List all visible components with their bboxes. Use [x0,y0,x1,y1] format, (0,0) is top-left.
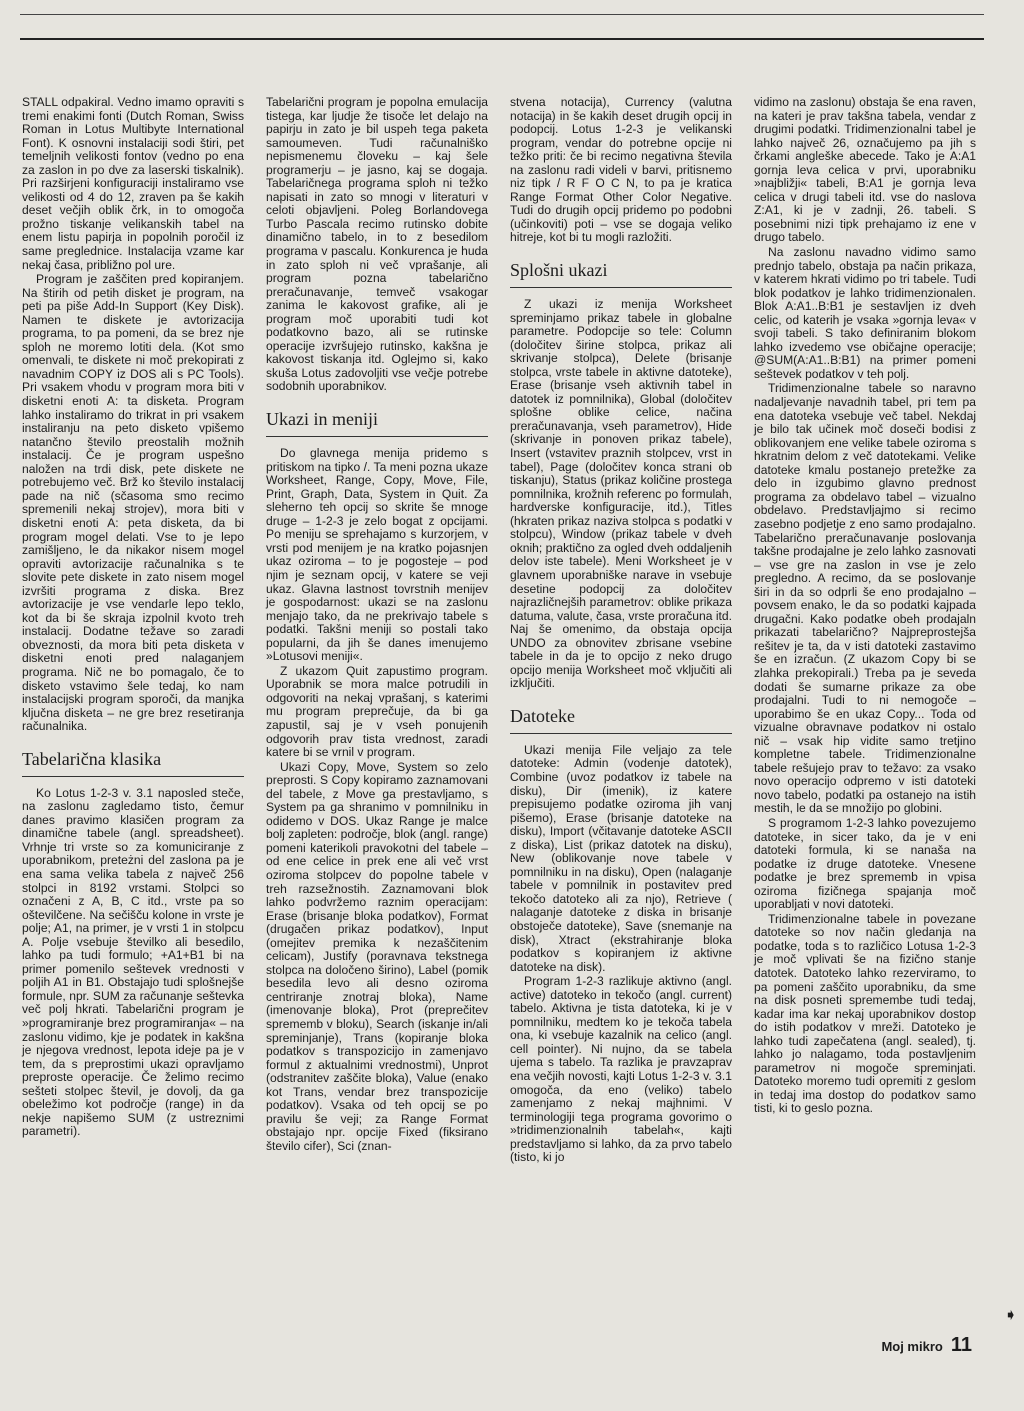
magazine-name: Moj mikro [881,1339,943,1354]
article-paragraph: Tabelarični program je popolna emulacija tistega, kar ljudje že tisoče let delajo na papirju in zato je bil uspeh tega paketa samoumeven. Tudi računalniško nepismenemu človeku – kaj šele programerju – je jasno, kaj se dogaja. Tabelaričnega programa sploh ni težko napisati in zato so mnogi v literaturi v celoti objavljeni. Poleg Borlandovega Turbo Pascala recimo rutinsko dobite dinamično tabelo, in to z besedilom programa v pascalu. Konkurenca je huda in zato sploh ni več vprašanje, ali program pozna tabelarično preračunavanje, temveč vsakogar zanima le kakovost grafike, ali je program moč uporabiti tudi kot podatkovno bazo, ali se rutinske operacije izvršujejo rutinsko, kakšna je kakovost tiskanja itd. Oglejmo si, kako skuša Lotus zadovoljiti vse večje potrebe sodobnih uporabnikov. [266,95,488,394]
text-column-2 [266,96,488,1154]
article-paragraph: Na zaslonu navadno vidimo samo prednjo tabelo, obstaja pa način prikaza, v katerem hkrati vidimo po tri tabele. Tudi blok podatkov je lahko tridimenzionalen. Blok A:A1..B:B1 je sestavljen iz dveh celic, od katerih je vsaka »gornja leva« v svoji tabeli. S tako definiranim blokom lahko izvedemo vse običajne operacije; @SUM(A:A1..B:B1) na primer pomeni seštevek podatkov v teh polj. [754,245,976,381]
article-paragraph: STALL odpakiral. Vedno imamo opraviti s tremi enakimi fonti (Dutch Roman, Swiss Roman in Lotus Multibyte International Font). K osnovni instalaciji sodi štiri, pet temeljnih velikosti fontov (vedno po ena za zaslon in po dve za laserski tiskalnik). Pri razširjeni konfiguraciji instaliramo vse velikosti od 4 do 12, zraven pa še kakih deset večjih oblik črk, in to omogoča prožno tiskanje velikanskih tabel na enem listu papirja in popolnih poročil iz same preglednice. Instalacija vzame kar nekaj časa, približno pol ure. [22,95,244,272]
article-paragraph: Tridimenzionalne tabele so naravno nadaljevanje navadnih tabel, pri tem pa ena datoteka vsebuje več tabel. Nekdaj je bilo tak učinek moč doseči bodisi z oblikovanjem ene velike tabele oziroma s hkratnim delom z več datotekami. Velike datoteke kmalu postanejo pretežke za delo in izgubimo glavno prednost programa za obdelavo tabel – vizualno obdelavo. Predstavljajmo si recimo zasebno podjetje z eno samo prodajalno. Tabelarično preračunavanje poslovanja takšne prodajalne je zelo lahko zasnovati – vse gre na zaslon in vse je zelo pregledno. A recimo, da se poslovanje širi in da so odprli še eno prodajalno – povsem enako, le da so podatki kajpada drugačni. Kako podatke obeh prodajaln prikazati tabelarično? Najpreprostejša rešitev je ta, da v isti datoteki zastavimo še en izračun. (Z ukazom Copy bi se zlahka prekopirali.) Treba pa je seveda dodati še sumarne prikaze za obe prodajalni. Tudi to ni nemogoče – uporabimo še en ukaz Copy... Toda od vizualne obravnave podatkov ni ostalo nič – vsak hip vidite samo tretjino kompletne tabele. Tridimenzionalne tabele rešujejo prav to težavo: za vsako novo operacijo odpremo v isti datoteki novo tabelo, podatki pa ostanejo na istih mestih, le da se množijo po globini. [754,381,976,816]
article-paragraph: Program 1-2-3 razlikuje aktivno (angl. active) datoteko in tekočo (angl. current) tabelo. Aktivna je tista datoteka, ki je v pomnilniku, medtem ko je tekoča tabela ona, ki vsebuje kazalnik na celico (angl. cell pointer). Ni nujno, da se tabela ujema s tabelo. Ta razlika je pravzaprav ena večjih novosti, kajti Lotus 1-2-3 v. 3.1 omogoča, da eno (veliko) tabelo zamenjamo z nekaj majhnimi. V terminologiji tega programa govorimo o »tridimenzionalnih tabelah«, kajti predstavljamo si lahko, da za prvo tabelo (tisto, ki jo [510,974,732,1165]
section-heading: Ukazi in meniji [266,408,488,437]
article-paragraph: stvena notacija), Currency (valutna notacija) in še kakih deset drugih opcij in podopcij. Lotus 1-2-3 je velikanski program, vendar do potrebne opcije ni težko priti: če bi recimo negativna števila na zaslonu radi videli v barvi, pritisnemo niz tipk / R F O C N, to pa je kratica Range Format Other Color Negative. Tudi do drugih opcij pridemo po podobni (učinkoviti) poti – vse se dogaja veliko hitreje, kot bi tu mogli razložiti. [510,95,732,245]
text-column-4 [754,96,976,1117]
top-rule-thick [20,38,984,40]
article-paragraph: Z ukazi iz menija Worksheet spreminjamo prikaz tabele in globalne parametre. Podopcije so tele: Column (določitev širine stolpca, prikaz ali skrivanje stolpca), Delete (brisanje stolpca, vrste tabele in aktivne datoteke), Erase (brisanje vseh aktivnih tabel in datotek iz pomnilnika), Global (določitev splošne oblike celice, načina preračunavanja, vseh parametrov), Hide (skrivanje in ponoven prikaz tabele), Insert (vstavitev praznih stolpcev, vrst in tabel), Page (določitev konca strani ob tiskanju), Status (prikaz količine prostega pomnilnika, krožnih referenc po formulah, hardverske konfiguracije, itd.), Titles (hkraten prikaz naziva stolpca s podatki v stolpcu), Window (prikaz tabele v dveh oknih; praktično za ogled dveh oddaljenih delov iste tabele). Meni Worksheet je v glavnem uporabniške narave in vsebuje desetine podopcij za določitev najrazličnejših parametrov: oblike prikaza datuma, valute, časa, vrste proračuna itd. Naj še omenimo, da obstaja opcija UNDO za obnovitev zbrisane vsebine tabele in da je to opcijo z neko drugo opcijo menija Worksheet moč vključiti ali izključiti. [510,297,732,691]
article-paragraph: Z ukazom Quit zapustimo program. Uporabnik se mora malce potrudili in odgovoriti na nekaj vprašanj, s katerimi mu program preprečuje, da bi ga zapustil, saj je v vseh ponujenih odgovorih prav tista vrednost, zaradi katere bi se vrnil v program. [266,663,488,760]
article-paragraph: Tridimenzionalne tabele in povezane datoteke so nov način gledanja na podatke, toda s to različico Lotusa 1-2-3 je moč vplivati še na fizično stanje datotek. Datoteko lahko rezerviramo, to pa pomeni zaščito uporabniku, da sme na disk posneti spremembe tudi tedaj, kadar ima kar nekaj uporabnikov dostop do istih podatkov v mreži. Datoteko je lahko tudi zapečatena (angl. sealed), tj. lahko jo nalagamo, toda postavljenim parametrov ni mogoče spreminjati. Datoteko moremo tudi opremiti z geslom in tedaj ima dostop do podatkov samo tisti, ki to geslo pozna. [754,911,976,1116]
article-paragraph: Program je zaščiten pred kopiranjem. Na štirih od petih disket je program, na peti pa piše Add-In Support (Key Disk). Namen te diskete je avtorizacija programa, to pa pomeni, da se brez nje sploh ne moremo lotiti dela. (Kot smo omenvali, te diskete ni moč prekopirati z navadnim COPY iz DOS ali s PC Tools). Pri vsakem vhodu v program mora biti v disketni enoti A: ta disketa. Program lahko instaliramo do trikrat in pri vsakem instaliranju na peto disketo vpišemo natančno število preostalih možnih instalacij. Če je program uspešno naložen na trdi disk, pete diskete ne potrebujemo več. Brž ko število instalacij pade na nič (sčasoma smo recimo spremenili nekaj strojev), mora biti v disketni enoti A: peta disketa, da bi program mogel delati. Vse to je lepo zamišljeno, le da nikakor nisem mogel opraviti avtorizacije računalnika s te slovite pete diskete in zato nisem mogel izvršiti programa z diska. Brez avtorizacije je vse vendarle lepo teklo, kot da bi še skraja izpolnil kvoto treh instalacij. Dodatne težave so zaradi obveznosti, da mora biti peta disketa v disketni enoti pred nalaganjem programa. Nič ne bo pomagalo, če to disketo vstavimo šele tedaj, ko nam instalacijski program sporoči, da manjka ključna disketa – ne gre brez resetiranja računalnika. [22,272,244,734]
article-paragraph: Do glavnega menija pridemo s pritiskom na tipko /. Ta meni pozna ukaze Worksheet, Range, Copy, Move, File, Print, Graph, Data, System in Quit. Za sleherno teh opcij so skrite še mnoge druge – 1-2-3 je zelo bogat z opcijami. Po meniju se sprehajamo s kurzorjem, v vrsti pod menijem je na kratko pojasnjen ukaz oziroma – to je pogosteje – pod njim je seznam opcij, v katere se veji ukaz. Glavna lastnost tovrstnih menijev je gospodarnost: ukazi se na zaslonu menjajo tako, da ne prekrivajo tabele s podatki. Takšni meniji so postali tako popularni, da jih še danes imenujemo »Lotusovi meniji«. [266,446,488,664]
section-heading: Tabelarična klasika [22,748,244,777]
section-heading: Datoteke [510,705,732,734]
section-heading: Splošni ukazi [510,259,732,288]
text-column-3 [510,96,732,1166]
article-paragraph: Ukazi Copy, Move, System so zelo preprosti. S Copy kopiramo zaznamovani del tabele, z Move ga prestavljamo, s System pa ga shranimo v pomnilniku in odidemo v DOS. Ukaz Range je malce bolj zapleten: področje, blok (angl. range) pomeni katerikoli pravokotni del tabele – od ene celice in prek ene ali več vrst oziroma stolpcev do popolne tabele v treh razsežnostih. Zaznamovani blok lahko podvržemo raznim operacijam: Erase (brisanje bloka podatkov), Format (drugačen prikaz podatkov), Input (omejitev premika k nezaščitenim celicam), Justify (poravnava tekstnega stolpca na določeno širino), Label (pomik besedila levo ali desno oziroma centriranje znotraj bloka), Name (imenovanje bloka), Prot (preprečitev sprememb v bloku), Search (iskanje in/ali spreminjanje), Trans (kopiranje bloka podatkov s transpozicijo in zamenjavo formul z aktualnimi vrednostmi), Unprot (odstranitev zaščite bloka), Value (enako kot Trans, vendar brez transpozicije podatkov). Vsaka od teh opcij se po pravilu še veji; za Range Format obstajajo npr. opcije Fixed (fiksirano število cifer), Sci (znan- [266,759,488,1153]
page-footer [881,1334,972,1357]
continue-arrow-icon: ➧ [1004,1307,1018,1324]
article-paragraph: Ko Lotus 1-2-3 v. 3.1 naposled steče, na zaslonu zagledamo tisto, čemur danes pravimo klasičen program za dinamične tabele (angl. spreadsheet). Vrhnje tri vrste so za komuniciranje z uporabnikom, preteżni del zaslona pa je ena sama velika tabela z največ 256 stolpci in 8192 vrstami. Stolpci so označeni z A, B, C itd., vrste pa so oštevilčene. Na sečišču kolone in vrste je polje; A1, na primer, je v vrsti 1 in stolpcu A. Polje vsebuje številko ali besedilo, lahko pa tudi formulo; +A1+B1 bi na primer pomenilo seštevek vrednosti v poljih A1 in B1. Obstajajo tudi splošnejše formule, npr. SUM za računanje seštevka več polj hkrati. Tabelarični program je »programiranje brez programiranja« – na zaslonu vidimo, kje je podatek in kakšna je njegova vrednost, lepota ideje pa je v tem, da s preprostimi ukazi opravljamo preproste operacije. Če želimo recimo sešteti stolpec števil, je dovolj, da ga obeležimo kot področje (range) in da nekje napišemo SUM (z ustreznimi parametri). [22,785,244,1139]
top-rule [20,14,984,15]
text-column-1 [22,96,244,1140]
article-paragraph: Ukazi menija File veljajo za tele datoteke: Admin (vodenje datotek), Combine (uvoz podatkov iz tabele na disku), Dir (imenik), iz katere prepisujemo podatke oziroma jih vanj pišemo), Erase (brisanje datoteke na disku), Import (včitavanje datoteke ASCII z diska), List (prikaz datotek na disku), New (oblikovanje nove tabele v pomnilniku in na disku), Open (nalaganje tabele v pomnilnik in postavitev pred tekočo datoteko ali za njo), Retrieve ( nalaganje datoteke z diska in brisanje obstoječe datoteke), Save (snemanje na disk), Xtract (ekstrahiranje bloka podatkov s kopiranjem iz aktivne datoteke na disk). [510,742,732,974]
article-paragraph: S programom 1-2-3 lahko povezujemo datoteke, in sicer tako, da je v eni datoteki formula, ki se nanaša na podatke iz druge datoteke. Vnesene podatke je brez sprememb in vpisa oziroma fizičnega spajanja moč uporabljati v novi datoteki. [754,815,976,912]
article-paragraph: vidimo na zaslonu) obstaja še ena raven, na kateri je prav takšna tabela, vendar z drugimi podatki. Tridimenzionalni tabel je lahko največ 26, označujemo pa jih s črkami angleške abecede. Tako je A:A1 gornja leva celica v prvi, uporabniku »najbližji« tabeli, B:A1 je gornja leva celica v drugi tabeli itd. vse do naslova Z:A1, ki je v zadnji, 26. tabeli. S posebnimi nizi tipk prehajamo iz ene v drugo tabelo. [754,95,976,245]
page-number: 11 [950,1334,972,1356]
